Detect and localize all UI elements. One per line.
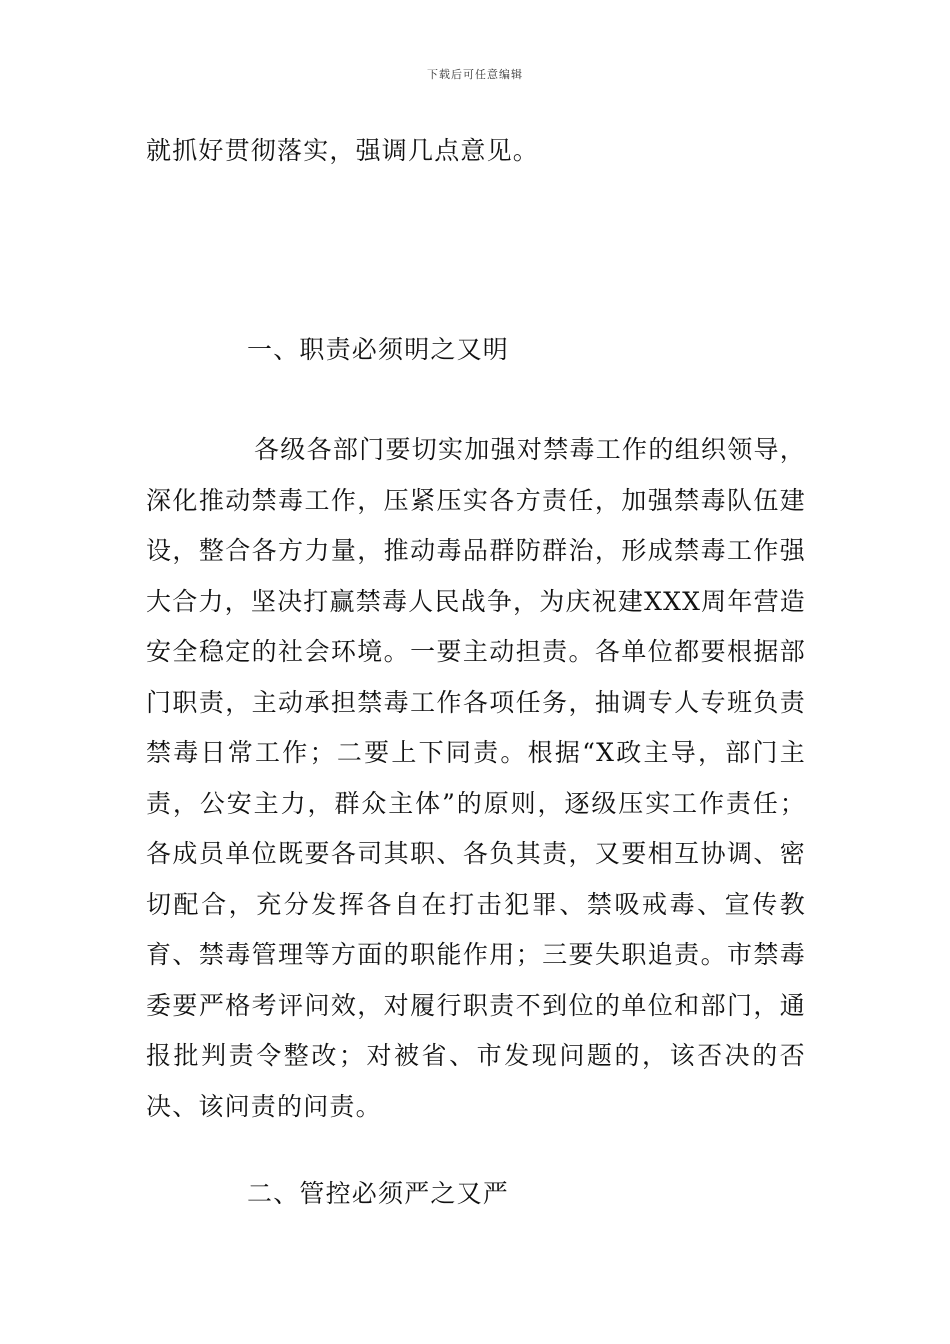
- section-1-paragraph: 各级各部门要切实加强对禁毒工作的组织领导，深化推动禁毒工作，压紧压实各方责任，加强禁毒队伍建设，整合各方力量，推动毒品群防群治，形成禁毒工作强大合力，坚决打赢禁毒人民战争，为庆祝建XXX周年营造安全稳定的社会环境。一要主动担责。各单位都要根据部门职责，主动承担禁毒工作各项任务，抽调专人专班负责禁毒日常工作；二要上下同责。根据“X政主导，部门主责，公安主力，群众主体”的原则，逐级压实工作责任；各成员单位既要各司其职、各负其责，又要相互协调、密切配合，充分发挥各自在打击犯罪、禁吸戒毒、宣传教育、禁毒管理等方面的职能作用；三要失职追责。市禁毒委要严格考评问效，对履行职责不到位的单位和部门，通报批判责令整改；对被省、市发现问题的，该否决的否决、该问责的问责。: [146, 435, 806, 1121]
- section-1-heading: 一、职责必须明之又明: [247, 335, 510, 364]
- header-note: 下载后可任意编辑: [427, 68, 523, 81]
- section-2-heading: 二、管控必须严之又严: [247, 1179, 510, 1208]
- intro-line: 就抓好贯彻落实，强调几点意见。: [146, 136, 540, 165]
